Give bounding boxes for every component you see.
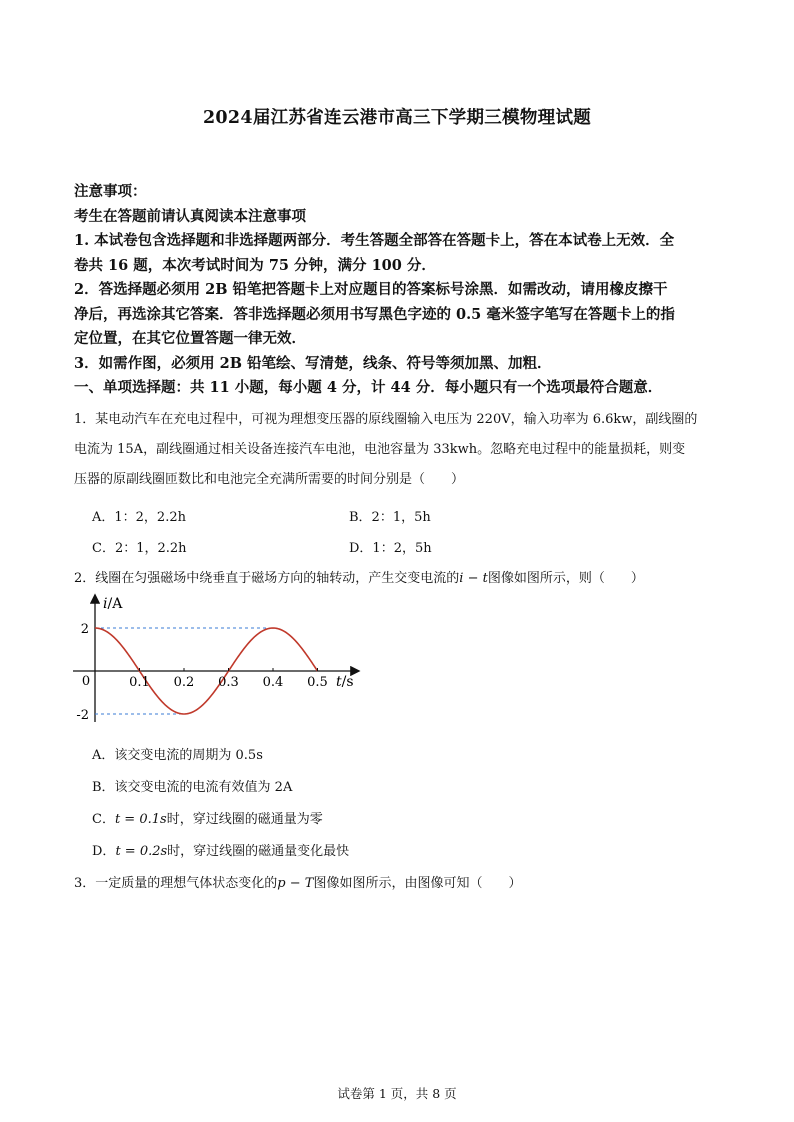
origin-label: 0	[81, 674, 91, 689]
y-axis-unit: /A	[107, 596, 123, 612]
y-axis-label	[103, 596, 123, 612]
q3-stem-variable: p − T	[277, 876, 314, 891]
notice-item-2c: 定位置，在其它位置答题一律无效．	[74, 330, 306, 347]
q3-stem-text-b: 图像如图所示，由图像可知（ ）	[313, 876, 522, 891]
q2-option-a: A．该交变电流的周期为 0.5s	[92, 748, 263, 763]
x-tick-label: 0.1	[129, 675, 150, 690]
notice-line: 考生在答题前请认真阅读本注意事项	[74, 207, 306, 225]
q2-stem-text-b: 图像如图所示，则（ ）	[487, 571, 644, 586]
q3-stem-text-a: 3．一定质量的理想气体状态变化的	[74, 876, 278, 891]
x-tick-label: 0.4	[262, 675, 284, 690]
notice-item-1a: 1. 本试卷包含选择题和非选择题两部分．考生答题全部答在答题卡上，答在本试卷上无效．全	[74, 232, 675, 249]
notice-item-2b: 净后，再选涂其它答案．答非选择题必须用书写黑色字迹的 0.5 毫米签字笔写在答题卡上的指	[74, 305, 675, 323]
notice-item-3: 3．如需作图，必须用 2B 铅笔绘、写清楚，线条、符号等须加黑、加粗．	[74, 354, 552, 372]
q2-stem	[74, 567, 644, 586]
y-tick-label: -2	[76, 708, 89, 723]
section-heading: 一、单项选择题：共 11 小题，每小题 4 分，计 44 分．每小题只有一个选项最符合题意．	[74, 379, 663, 396]
page-footer: 试卷第 1 页，共 8 页	[337, 1086, 457, 1101]
q1-stem-line-3: 压器的原副线圈匝数比和电池完全充满所需要的时间分别是（ ）	[74, 472, 465, 487]
x-axis-unit: /s	[341, 674, 354, 690]
q2-stem-text-a: 2．线圈在匀强磁场中绕垂直于磁场方向的轴转动，产生交变电流的	[74, 571, 460, 586]
notice-heading: 注意事项：	[74, 183, 147, 200]
x-axis-variable: t	[336, 674, 342, 690]
q1-option-a: A．1：2，2.2h	[92, 510, 186, 525]
q1-option-d: D．1：2，5h	[349, 541, 432, 556]
q2-option-c	[92, 808, 323, 827]
notice-item-2a: 2．答选择题必须用 2B 铅笔把答题卡上对应题目的答案标号涂黑．如需改动，请用橡皮擦干	[74, 281, 668, 298]
exam-title: 2024届江苏省连云港市高三下学期三模物理试题	[202, 108, 592, 128]
q2-option-d-variable: t = 0.2s	[115, 844, 168, 859]
x-tick-label: 0.3	[218, 675, 239, 690]
q2-option-c-text: 时，穿过线圈的磁通量为零	[166, 812, 323, 827]
q2-option-c-variable: t = 0.1s	[114, 812, 167, 827]
q2-stem-variable: i − t	[459, 571, 488, 586]
q1-option-c: C．2：1，2.2h	[92, 541, 187, 556]
x-tick-label: 0.5	[307, 675, 328, 690]
q2-option-d-text: 时，穿过线圈的磁通量变化最快	[167, 844, 350, 859]
question-1	[74, 405, 724, 495]
q3-stem	[74, 872, 521, 891]
y-axis-variable: i	[103, 596, 108, 612]
it-graph	[70, 592, 370, 732]
q2-option-d-label: D．	[92, 844, 116, 859]
q2-option-b: B．该交变电流的电流有效值为 2A	[92, 780, 293, 795]
notice-block	[74, 180, 734, 401]
q1-option-b: B．2：1，5h	[349, 510, 431, 525]
y-tick-label: 2	[80, 622, 89, 637]
q1-stem-line-1: 1．某电动汽车在充电过程中，可视为理想变压器的原线圈输入电压为 220V，输入功率为 6.6kw，副线圈的	[74, 412, 698, 427]
q2-option-d	[92, 840, 349, 859]
x-tick-label: 0.2	[173, 675, 195, 690]
notice-item-1b: 卷共 16 题，本次考试时间为 75 分钟，满分 100 分．	[74, 256, 436, 274]
q1-stem-line-2: 电流为 15A，副线圈通过相关设备连接汽车电池，电池容量为 33kwh。忽略充电过程中的能量损耗，则变	[74, 442, 686, 457]
q2-option-c-label: C．	[92, 812, 115, 827]
x-axis-label	[336, 674, 354, 690]
